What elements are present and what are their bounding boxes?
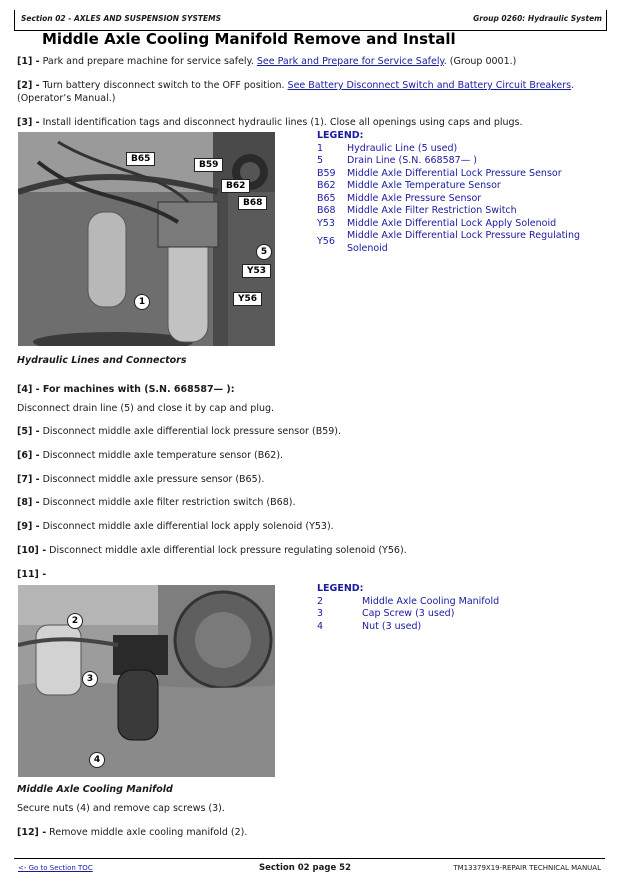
- legend-1: [317, 130, 607, 255]
- cooling-manifold-photo: [18, 585, 275, 777]
- step-3: [17, 117, 523, 130]
- step-text: Turn battery disconnect switch to the OFF position.: [39, 80, 288, 91]
- legend-value: Drain Line (S.N. 668587— ): [347, 155, 477, 166]
- figure-1-caption: Hydraulic Lines and Connectors: [17, 355, 187, 366]
- step-number: [3] -: [17, 117, 40, 128]
- legend-value: Cap Screw (3 used): [362, 608, 455, 619]
- step-text: Park and prepare machine for service safely.: [39, 56, 257, 67]
- step-9: [17, 521, 334, 534]
- legend-key: 2: [317, 595, 324, 607]
- section-label: Section 02 - AXLES AND SUSPENSION SYSTEMS: [21, 14, 221, 23]
- legend-value: Middle Axle Filter Restriction Switch: [347, 205, 517, 216]
- battery-disconnect-link[interactable]: See Battery Disconnect Switch and Battery Circuit Breakers: [287, 80, 572, 91]
- legend-row: [317, 205, 607, 218]
- step-number: [10] -: [17, 545, 47, 556]
- section-toc-link[interactable]: <- Go to Section TOC: [18, 864, 93, 872]
- step-7: [17, 474, 264, 487]
- step-number: [7] -: [17, 474, 40, 485]
- step-2-line-2: (Operator’s Manual.): [17, 93, 116, 104]
- step-4-heading: [17, 384, 235, 397]
- step-number: [6] -: [17, 450, 40, 461]
- tag-b62: B62: [221, 179, 250, 193]
- step-2: [17, 80, 574, 93]
- page-number: Section 02 page 52: [259, 863, 351, 873]
- legend-value: Middle Axle Differential Lock Apply Solenoid: [347, 217, 557, 229]
- legend-row: [317, 230, 607, 255]
- step-text: Disconnect middle axle differential lock apply solenoid (Y53).: [39, 521, 334, 532]
- manual-id: TM13379X19-REPAIR TECHNICAL MANUAL: [453, 864, 601, 872]
- callout-5: 5: [256, 244, 272, 260]
- step-1: [17, 56, 516, 69]
- legend-2: [317, 583, 607, 633]
- hydraulic-lines-photo: [18, 132, 275, 346]
- step-text: Disconnect middle axle temperature sensor (B62).: [39, 450, 284, 461]
- legend-row: [317, 180, 607, 193]
- tag-b68: B68: [238, 196, 267, 210]
- legend-value: Nut (3 used): [362, 620, 422, 632]
- step-number: [12] -: [17, 827, 47, 838]
- step-number: [9] -: [17, 521, 40, 532]
- group-label: Group 0260: Hydraulic System: [473, 14, 602, 23]
- legend-key: 5: [317, 155, 324, 166]
- step-10: [17, 545, 407, 558]
- page-header: [14, 10, 607, 31]
- step-number: [8] -: [17, 497, 40, 508]
- step-11: [17, 569, 46, 582]
- tag-y56: Y56: [233, 292, 262, 306]
- tag-b59: B59: [194, 158, 223, 172]
- page-footer: [14, 858, 605, 879]
- park-prepare-link[interactable]: See Park and Prepare for Service Safely: [256, 56, 444, 67]
- step-text: Disconnect middle axle differential lock pressure regulating solenoid (Y56).: [46, 545, 407, 556]
- legend-row: [317, 193, 607, 206]
- step-text: Disconnect middle axle pressure sensor (B65).: [39, 474, 265, 485]
- legend-key: B59: [317, 167, 336, 179]
- legend-key: 4: [317, 620, 324, 632]
- callout-4: 4: [89, 752, 105, 768]
- step-text: Remove middle axle cooling manifold (2).: [46, 827, 248, 838]
- step-number: [5] -: [17, 426, 40, 437]
- legend-row: [317, 143, 607, 156]
- callout-1: 1: [134, 294, 150, 310]
- step-number: [4] - For machines with (S.N. 668587— ):: [17, 384, 235, 395]
- cooling-manifold-illustration: [18, 585, 275, 777]
- legend-value: Middle Axle Differential Lock Pressure Regulating Solenoid: [347, 230, 580, 254]
- legend-row: [317, 596, 607, 609]
- figure-2-caption: Middle Axle Cooling Manifold: [17, 784, 173, 795]
- step-number: [2] -: [17, 80, 40, 91]
- step-text: Disconnect middle axle filter restriction switch (B68).: [39, 497, 296, 508]
- legend-key: B68: [317, 205, 336, 216]
- tag-b65: B65: [126, 152, 155, 166]
- legend-key: 3: [317, 608, 324, 619]
- step-text: Disconnect middle axle differential lock pressure sensor (B59).: [39, 426, 342, 437]
- legend-heading: LEGEND:: [317, 130, 364, 141]
- legend-heading: LEGEND:: [317, 583, 364, 594]
- legend-value: Middle Axle Cooling Manifold: [362, 595, 500, 607]
- callout-3: 3: [82, 671, 98, 687]
- step-6: [17, 450, 283, 463]
- legend-row: [317, 155, 607, 168]
- tag-y53: Y53: [242, 264, 271, 278]
- step-number: [11] -: [17, 569, 47, 580]
- step-text: Install identification tags and disconnect hydraulic lines (1). Close all openings using caps and plugs.: [39, 117, 523, 128]
- legend-value: Hydraulic Line (5 used): [347, 142, 458, 154]
- callout-2: 2: [67, 613, 83, 629]
- step-12: [17, 827, 247, 840]
- step-11-text: Secure nuts (4) and remove cap screws (3).: [17, 803, 225, 814]
- legend-value: Middle Axle Pressure Sensor: [347, 192, 482, 204]
- legend-value: Middle Axle Differential Lock Pressure Sensor: [347, 167, 562, 179]
- step-text-tail: . (Group 0001.): [443, 56, 517, 67]
- legend-key: B65: [317, 192, 336, 204]
- legend-key: Y53: [317, 217, 335, 229]
- step-number: [1] -: [17, 56, 40, 67]
- legend-row: [317, 168, 607, 181]
- legend-row: [317, 621, 607, 634]
- legend-row: [317, 218, 607, 231]
- legend-key: 1: [317, 142, 324, 154]
- page-title: Middle Axle Cooling Manifold Remove and Install: [42, 30, 456, 48]
- step-8: [17, 497, 295, 510]
- step-text-tail: .: [571, 80, 575, 91]
- legend-key: B62: [317, 180, 336, 191]
- legend-key: Y56: [317, 236, 335, 247]
- legend-value: Middle Axle Temperature Sensor: [347, 180, 501, 191]
- legend-row: [317, 608, 607, 621]
- step-4-text: Disconnect drain line (5) and close it by cap and plug.: [17, 403, 275, 414]
- step-5: [17, 426, 341, 439]
